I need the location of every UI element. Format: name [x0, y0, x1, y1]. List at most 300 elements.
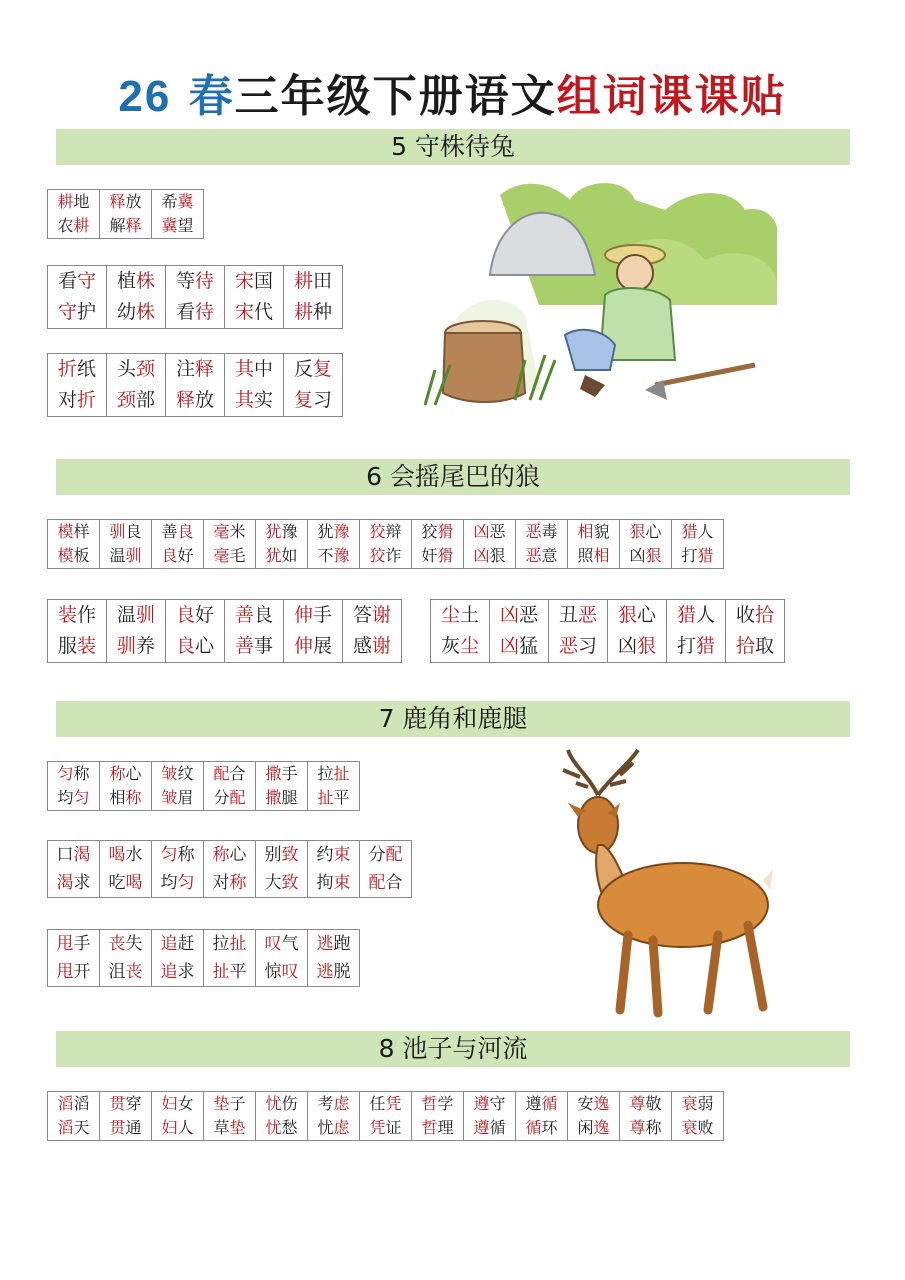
key-character: 扯: [212, 962, 230, 982]
character: 丑: [558, 604, 578, 626]
character: 安: [577, 1094, 594, 1113]
character: 诈: [385, 546, 402, 565]
character: 称: [645, 1118, 662, 1137]
character: 口: [56, 845, 74, 865]
word-cell: [256, 841, 308, 898]
key-character: 渴: [56, 873, 74, 893]
word-cell: [152, 520, 204, 569]
word-row: [48, 841, 412, 898]
word: [672, 1116, 723, 1140]
key-character: 狠: [645, 546, 662, 565]
key-character: 虑: [333, 1094, 350, 1113]
key-character: 忧: [265, 1118, 282, 1137]
character: 称: [73, 764, 90, 783]
word: [152, 930, 203, 958]
key-character: 狠: [629, 522, 646, 541]
key-character: 猎: [676, 604, 696, 626]
character: 女: [177, 1094, 194, 1113]
word: [48, 190, 99, 214]
word-cell: [568, 1092, 620, 1141]
word-row: [431, 600, 785, 663]
character: 辩: [385, 522, 402, 541]
key-character: 释: [125, 216, 142, 235]
character: 凶: [629, 546, 646, 565]
word: [256, 762, 307, 786]
word: [152, 520, 203, 544]
word: [256, 786, 307, 810]
word-cell: [608, 600, 667, 663]
key-character: 伸: [293, 635, 313, 657]
character: 平: [229, 962, 247, 982]
character: 放: [125, 192, 142, 211]
word-cell: [516, 1092, 568, 1141]
word: [152, 762, 203, 786]
character: 气: [281, 934, 299, 954]
word: [308, 930, 359, 958]
key-character: 猎: [697, 546, 714, 565]
word-cell: [726, 600, 785, 663]
word-cell: [100, 841, 152, 898]
key-character: 复: [293, 389, 313, 411]
word: [100, 190, 151, 214]
character: 弱: [697, 1094, 714, 1113]
character: 腿: [281, 788, 298, 807]
word: [100, 1092, 151, 1116]
key-character: 丧: [125, 962, 143, 982]
word: [343, 631, 401, 662]
character: 拘: [316, 873, 334, 893]
word: [152, 190, 203, 214]
word: [490, 631, 548, 662]
lesson-5-heading: 5 守株待兔: [56, 129, 850, 165]
character: 代: [254, 301, 274, 323]
character: 等: [175, 270, 195, 292]
character: 作: [77, 604, 97, 626]
word-cell: [308, 930, 360, 987]
word: [166, 354, 224, 385]
word-cell: [308, 762, 360, 811]
key-character: 遵: [473, 1094, 490, 1113]
word-cell: [152, 190, 204, 239]
character: 板: [73, 546, 90, 565]
word-cell: [100, 762, 152, 811]
key-character: 匀: [73, 788, 90, 807]
character: 穿: [125, 1094, 142, 1113]
word-table-6a: [47, 519, 724, 569]
character: 心: [195, 635, 215, 657]
word-row: [48, 930, 360, 987]
word: [620, 544, 671, 568]
character: 幼: [116, 301, 136, 323]
word: [308, 841, 359, 869]
word: [516, 1092, 567, 1116]
word: [667, 600, 725, 631]
word-cell: [166, 600, 225, 663]
lesson-7-heading: 7 鹿角和鹿腿: [56, 701, 850, 737]
character: 草: [213, 1118, 230, 1137]
word: [100, 958, 151, 986]
key-character: 复: [313, 358, 333, 380]
word: [412, 520, 463, 544]
key-character: 致: [281, 845, 299, 865]
character: 温: [109, 546, 126, 565]
character: 习: [578, 635, 598, 657]
key-character: 驯: [136, 604, 156, 626]
word: [48, 762, 99, 786]
character: 守: [489, 1094, 506, 1113]
word-cell: [256, 1092, 308, 1141]
character: 手: [313, 604, 333, 626]
word: [107, 600, 165, 631]
key-character: 喝: [125, 873, 143, 893]
word-table-6c: [430, 599, 785, 663]
key-character: 妇: [161, 1118, 178, 1137]
word-cell: [107, 600, 166, 663]
word-cell: [256, 930, 308, 987]
word: [152, 1092, 203, 1116]
word-cell: [308, 520, 360, 569]
word-cell: [620, 1092, 672, 1141]
key-character: 颈: [136, 358, 156, 380]
word: [620, 520, 671, 544]
character: 证: [385, 1118, 402, 1137]
word: [100, 869, 151, 897]
word-cell: [166, 354, 225, 417]
word: [256, 1092, 307, 1116]
word: [152, 869, 203, 897]
key-character: 良: [175, 604, 195, 626]
deer-body: [598, 863, 768, 947]
word: [256, 841, 307, 869]
key-character: 衰: [681, 1118, 698, 1137]
word: [464, 544, 515, 568]
word: [100, 214, 151, 238]
word-table-8a: [47, 1091, 724, 1141]
key-character: 衰: [681, 1094, 698, 1113]
word: [672, 1092, 723, 1116]
word-cell: [360, 520, 412, 569]
character: 农: [57, 216, 74, 235]
key-character: 冀: [177, 192, 194, 211]
word-cell: [667, 600, 726, 663]
key-character: 狡: [369, 522, 386, 541]
key-character: 撒: [265, 788, 282, 807]
word-cell: [152, 841, 204, 898]
character: 分: [368, 845, 386, 865]
word: [620, 1092, 671, 1116]
word: [490, 600, 548, 631]
word: [256, 1116, 307, 1140]
key-character: 滔: [57, 1094, 74, 1113]
word: [431, 600, 489, 631]
key-character: 恶: [558, 635, 578, 657]
word: [608, 600, 666, 631]
character: 约: [316, 845, 334, 865]
key-character: 逸: [593, 1118, 610, 1137]
key-character: 猎: [681, 522, 698, 541]
character: 手: [73, 934, 91, 954]
character: 注: [175, 358, 195, 380]
key-character: 株: [136, 301, 156, 323]
key-character: 豫: [333, 522, 350, 541]
key-character: 称: [109, 764, 126, 783]
word-cell: [360, 1092, 412, 1141]
key-character: 凭: [385, 1094, 402, 1113]
character: 学: [437, 1094, 454, 1113]
word: [568, 1092, 619, 1116]
word-cell: [490, 600, 549, 663]
key-character: 其: [234, 389, 254, 411]
word: [48, 1092, 99, 1116]
key-character: 甩: [56, 934, 74, 954]
word: [256, 930, 307, 958]
key-character: 喝: [108, 845, 126, 865]
word: [48, 1116, 99, 1140]
word: [667, 631, 725, 662]
character: 恶: [489, 522, 506, 541]
character: 望: [177, 216, 194, 235]
word: [464, 1092, 515, 1116]
word: [107, 354, 165, 385]
character: 对: [212, 873, 230, 893]
character: 伤: [281, 1094, 298, 1113]
word: [107, 631, 165, 662]
key-character: 配: [368, 873, 386, 893]
key-character: 逃: [316, 962, 334, 982]
character: 遵: [525, 1094, 542, 1113]
character: 好: [195, 604, 215, 626]
character: 别: [264, 845, 282, 865]
word-cell: [343, 600, 402, 663]
word: [100, 786, 151, 810]
word: [48, 214, 99, 238]
word-row: [48, 190, 204, 239]
character: 任: [369, 1094, 386, 1113]
word-cell: [568, 520, 620, 569]
word-cell: [225, 266, 284, 329]
key-character: 善: [234, 604, 254, 626]
key-character: 拾: [755, 604, 775, 626]
key-character: 宋: [234, 301, 254, 323]
word: [48, 385, 106, 416]
key-character: 良: [161, 546, 178, 565]
character: 均: [160, 873, 178, 893]
key-character: 折: [57, 358, 77, 380]
word: [152, 544, 203, 568]
deer-illustration: [558, 745, 783, 1020]
word: [568, 544, 619, 568]
key-character: 称: [212, 845, 230, 865]
key-character: 凭: [369, 1118, 386, 1137]
character: 狡: [421, 522, 438, 541]
key-character: 装: [77, 635, 97, 657]
character: 豫: [281, 522, 298, 541]
word: [152, 958, 203, 986]
word: [204, 1092, 255, 1116]
key-character: 扯: [229, 934, 247, 954]
word: [48, 869, 99, 897]
word-cell: [412, 1092, 464, 1141]
key-character: 其: [234, 358, 254, 380]
word-cell: [204, 1092, 256, 1141]
character: 照: [577, 546, 594, 565]
key-character: 逸: [593, 1094, 610, 1113]
character: 脱: [333, 962, 351, 982]
word: [431, 631, 489, 662]
word-cell: [48, 841, 100, 898]
word-cell: [48, 520, 100, 569]
key-character: 毫: [213, 546, 230, 565]
word: [48, 544, 99, 568]
key-character: 驯: [125, 546, 142, 565]
word: [152, 1116, 203, 1140]
tree-stump: [443, 333, 525, 402]
deer-tail: [763, 870, 773, 890]
word-cell: [107, 266, 166, 329]
character: 中: [254, 358, 274, 380]
word: [620, 1116, 671, 1140]
antlers: [563, 750, 638, 795]
word-cell: [48, 190, 100, 239]
word: [225, 354, 283, 385]
word: [549, 600, 607, 631]
word-cell: [431, 600, 490, 663]
key-character: 束: [333, 845, 351, 865]
character: 灰: [440, 635, 460, 657]
word: [204, 544, 255, 568]
character: 放: [195, 389, 215, 411]
character: 如: [281, 546, 298, 565]
key-character: 匀: [177, 873, 195, 893]
character: 解: [109, 216, 126, 235]
word-cell: [48, 266, 107, 329]
key-character: 良: [175, 635, 195, 657]
word-table-7b: [47, 840, 412, 898]
key-character: 伸: [293, 604, 313, 626]
word-cell: [464, 520, 516, 569]
word: [166, 600, 224, 631]
word-cell: [48, 930, 100, 987]
word: [100, 544, 151, 568]
key-character: 垫: [213, 1094, 230, 1113]
word: [308, 958, 359, 986]
character: 求: [177, 962, 195, 982]
key-character: 猎: [696, 635, 716, 657]
key-character: 释: [175, 389, 195, 411]
character: 植: [116, 270, 136, 292]
word-cell: [48, 354, 107, 417]
key-character: 凶: [473, 522, 490, 541]
word-cell: [672, 1092, 724, 1141]
character: 养: [136, 635, 156, 657]
character: 开: [73, 962, 91, 982]
word-cell: [204, 930, 256, 987]
word: [672, 544, 723, 568]
key-character: 循: [525, 1118, 542, 1137]
word: [308, 1116, 359, 1140]
word: [100, 841, 151, 869]
word-cell: [204, 762, 256, 811]
key-character: 犹: [265, 522, 282, 541]
word-cell: [204, 520, 256, 569]
word: [152, 214, 203, 238]
word-cell: [100, 930, 152, 987]
word-cell: [308, 841, 360, 898]
character: 看: [175, 301, 195, 323]
word: [48, 266, 106, 297]
word: [152, 786, 203, 810]
character: 沮: [108, 962, 126, 982]
word: [516, 1116, 567, 1140]
character: 凶: [617, 635, 637, 657]
word-row: [48, 600, 402, 663]
character: 天: [73, 1118, 90, 1137]
word: [166, 297, 224, 328]
word: [204, 869, 255, 897]
key-character: 皱: [161, 764, 178, 783]
word-table-5a: [47, 189, 204, 239]
character: 部: [136, 389, 156, 411]
key-character: 凶: [499, 604, 519, 626]
word: [284, 385, 342, 416]
character: 均: [57, 788, 74, 807]
word-table-5c: [47, 353, 343, 417]
key-character: 释: [109, 192, 126, 211]
word-cell: [284, 266, 343, 329]
character: 事: [254, 635, 274, 657]
key-character: 凶: [473, 546, 490, 565]
key-character: 扯: [333, 764, 350, 783]
word-cell: [152, 1092, 204, 1141]
character: 眉: [177, 788, 194, 807]
character: 意: [541, 546, 558, 565]
key-character: 颈: [116, 389, 136, 411]
word: [360, 544, 411, 568]
character: 反: [293, 358, 313, 380]
character: 种: [313, 301, 333, 323]
word: [360, 869, 411, 897]
key-character: 耕: [293, 301, 313, 323]
word: [726, 631, 784, 662]
key-character: 拾: [735, 635, 755, 657]
key-character: 猾: [437, 522, 454, 541]
word: [107, 385, 165, 416]
word: [284, 266, 342, 297]
character: 善: [161, 522, 178, 541]
key-character: 犹: [265, 546, 282, 565]
key-character: 追: [160, 934, 178, 954]
key-character: 相: [577, 522, 594, 541]
word: [48, 930, 99, 958]
word: [100, 762, 151, 786]
key-character: 装: [57, 604, 77, 626]
key-character: 耕: [73, 216, 90, 235]
key-character: 驯: [116, 635, 136, 657]
word: [48, 600, 106, 631]
word: [204, 520, 255, 544]
character: 田: [313, 270, 333, 292]
key-character: 相: [593, 546, 610, 565]
character: 人: [177, 1118, 194, 1137]
key-character: 哲: [421, 1094, 438, 1113]
word: [100, 1116, 151, 1140]
key-character: 扯: [317, 788, 334, 807]
word-cell: [360, 841, 412, 898]
character: 温: [116, 604, 136, 626]
word-cell: [672, 520, 724, 569]
word: [568, 520, 619, 544]
word-cell: [620, 520, 672, 569]
